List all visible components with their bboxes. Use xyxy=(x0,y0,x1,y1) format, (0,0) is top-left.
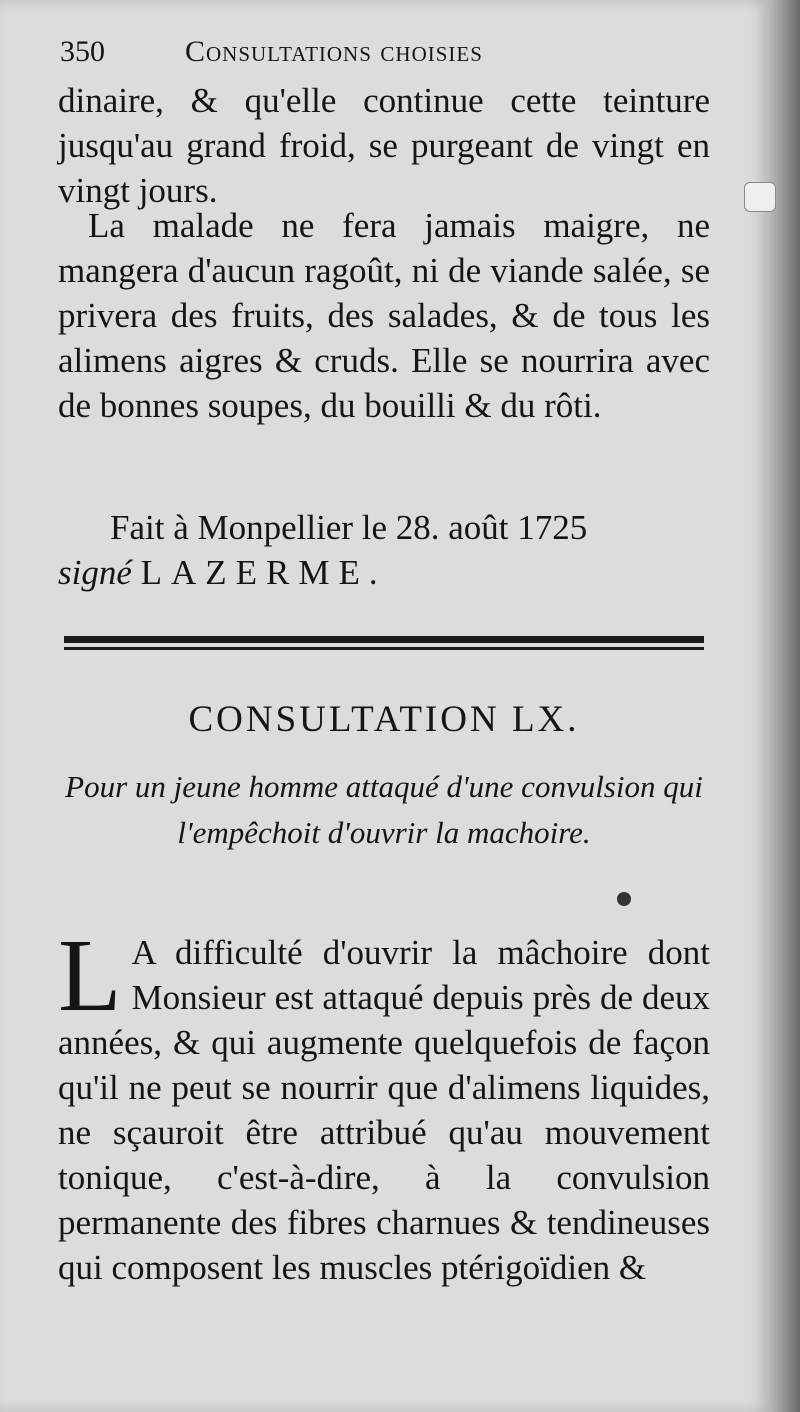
paragraph-continued: dinaire, & qu'elle continue cette teinture jusqu'au grand froid, se purgeant de vingt en vingt jours. xyxy=(58,81,710,210)
page-edge xyxy=(770,0,800,1412)
divider-thin-line xyxy=(64,647,704,650)
signed-label: signé xyxy=(58,553,132,592)
running-title: Consultations choisies xyxy=(185,35,483,68)
section-divider xyxy=(64,636,704,654)
ink-speck xyxy=(617,892,631,906)
page-header xyxy=(60,30,710,74)
divider-thick-line xyxy=(64,636,704,643)
signer-name: LAZERME. xyxy=(140,553,387,592)
paragraph-main-text: A difficulté d'ouvrir la mâchoire dont Monsieur est attaqué depuis près de deux années, & qui augmente quelquefois de façon qu'il ne peut se nourrir que d'alimens liquides, ne sçauroit être attribué qu'au mouvement tonique, c'est-à-dire, à la convulsion permanente des fibres charnues & tendineuses qui composent les muscles ptérigoïdien & xyxy=(58,933,710,1287)
section-title: CONSULTATION LX. xyxy=(188,699,580,740)
section-subtitle: Pour un jeune homme attaqué d'une convulsion qui l'empêchoit d'ouvrir la machoire. xyxy=(65,769,703,850)
paragraph-main xyxy=(58,918,710,1290)
signature-date-line: Fait à Monpellier le 28. août 1725 xyxy=(110,508,588,547)
signature-block xyxy=(58,505,710,595)
paragraph-diet: La malade ne fera jamais maigre, ne mangera d'aucun ragoût, ni de viande salée, se privera des fruits, des salades, & de tous les alimens aigres & cruds. Elle se nourrira avec de bonnes soupes, du bouilli & du rôti. xyxy=(58,206,710,425)
page-number: 350 xyxy=(60,35,105,68)
binding-hole xyxy=(744,182,776,212)
signature-name-line xyxy=(58,550,710,595)
drop-cap: L xyxy=(58,918,122,1033)
